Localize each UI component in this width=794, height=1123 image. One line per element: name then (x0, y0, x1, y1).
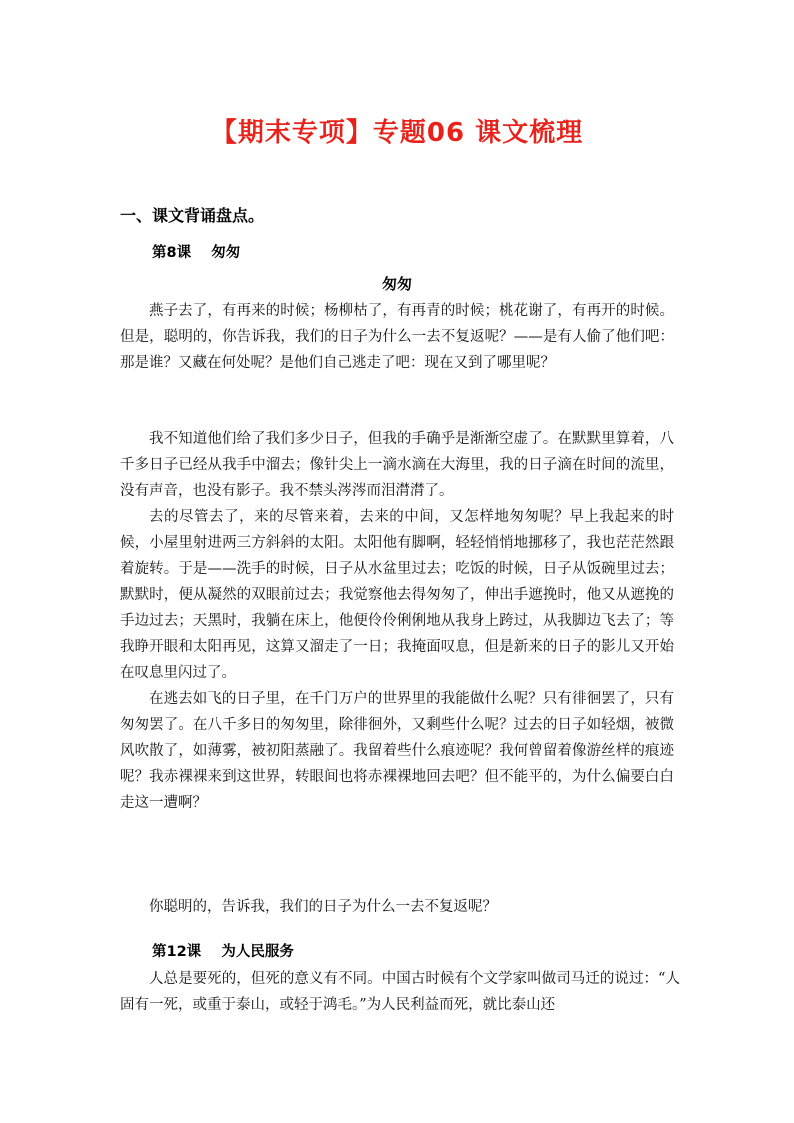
text-title: 匆匆 (381, 275, 412, 293)
paragraph-3: 去的尽管去了，来的尽管来着，去来的中间，又怎样地匆匆呢？早上我起来的时候，小屋里射进两三方斜斜的太阳。太阳他有脚啊，轻轻悄悄地挪移了，我也茫茫然跟着旋转。于是——洗手的时候，日子从水盆里过去；吃饭的时候，日子从饭碗里过去；默默时，便从凝然的双眼前过去；我觉察他去得匆匆了，伸出手遮挽时，他又从遮挽的手边过去；天黑时，我躺在床上，他便伶伶俐俐地从我身上跨过，从我脚边飞去了；等我睁开眼和太阳再见，这算又溜走了一日；我掩面叹息，但是新来的日子的影儿又开始在叹息里闪过了。 (120, 509, 674, 681)
page-title: 【期末专项】专题06 课文梳理 (210, 118, 584, 148)
paragraph-5: 你聪明的，告诉我，我们的日子为什么一去不复返呢？ (149, 899, 497, 915)
lesson-heading-12: 第12课 为人民服务 (152, 944, 294, 960)
paragraph-1: 燕子去了，有再来的时候；杨柳枯了，有再青的时候；桃花谢了，有再开的时候。但是，聪明的，你告诉我，我们的日子为什么一去不复返呢？——是有人偷了他们吧：那是谁？又藏在何处呢？是他们自己逃走了吧：现在又到了哪里呢？ (120, 303, 674, 371)
paragraph-lesson-12: 人总是要死的，但死的意义有不同。中国古时候有个文学家叫做司马迁的说过：“人固有一死，或重于泰山，或轻于鸿毛。”为人民利益而死，就比泰山还 (120, 971, 680, 1013)
paragraph-2: 我不知道他们给了我们多少日子，但我的手确乎是渐渐空虚了。在默默里算着，八千多日子已经从我手中溜去；像针尖上一滴水滴在大海里，我的日子滴在时间的流里，没有声音，也没有影子。我不禁头涔涔而泪潸潸了。 (120, 431, 674, 499)
lesson-heading-8: 第8课 匆匆 (152, 245, 241, 261)
section-heading: 一、课文背诵盘点。 (120, 206, 265, 225)
paragraph-4: 在逃去如飞的日子里，在千门万户的世界里的我能做什么呢？只有徘徊罢了，只有匆匆罢了。在八千多日的匆匆里，除徘徊外，又剩些什么呢？过去的日子如轻烟，被微风吹散了，如薄雾，被初阳蒸融了。我留着些什么痕迹呢？我何曾留着像游丝样的痕迹呢？我赤裸裸来到这世界，转眼间也将赤裸裸地回去吧？但不能平的，为什么偏要白白走这一遭啊？ (120, 691, 674, 811)
